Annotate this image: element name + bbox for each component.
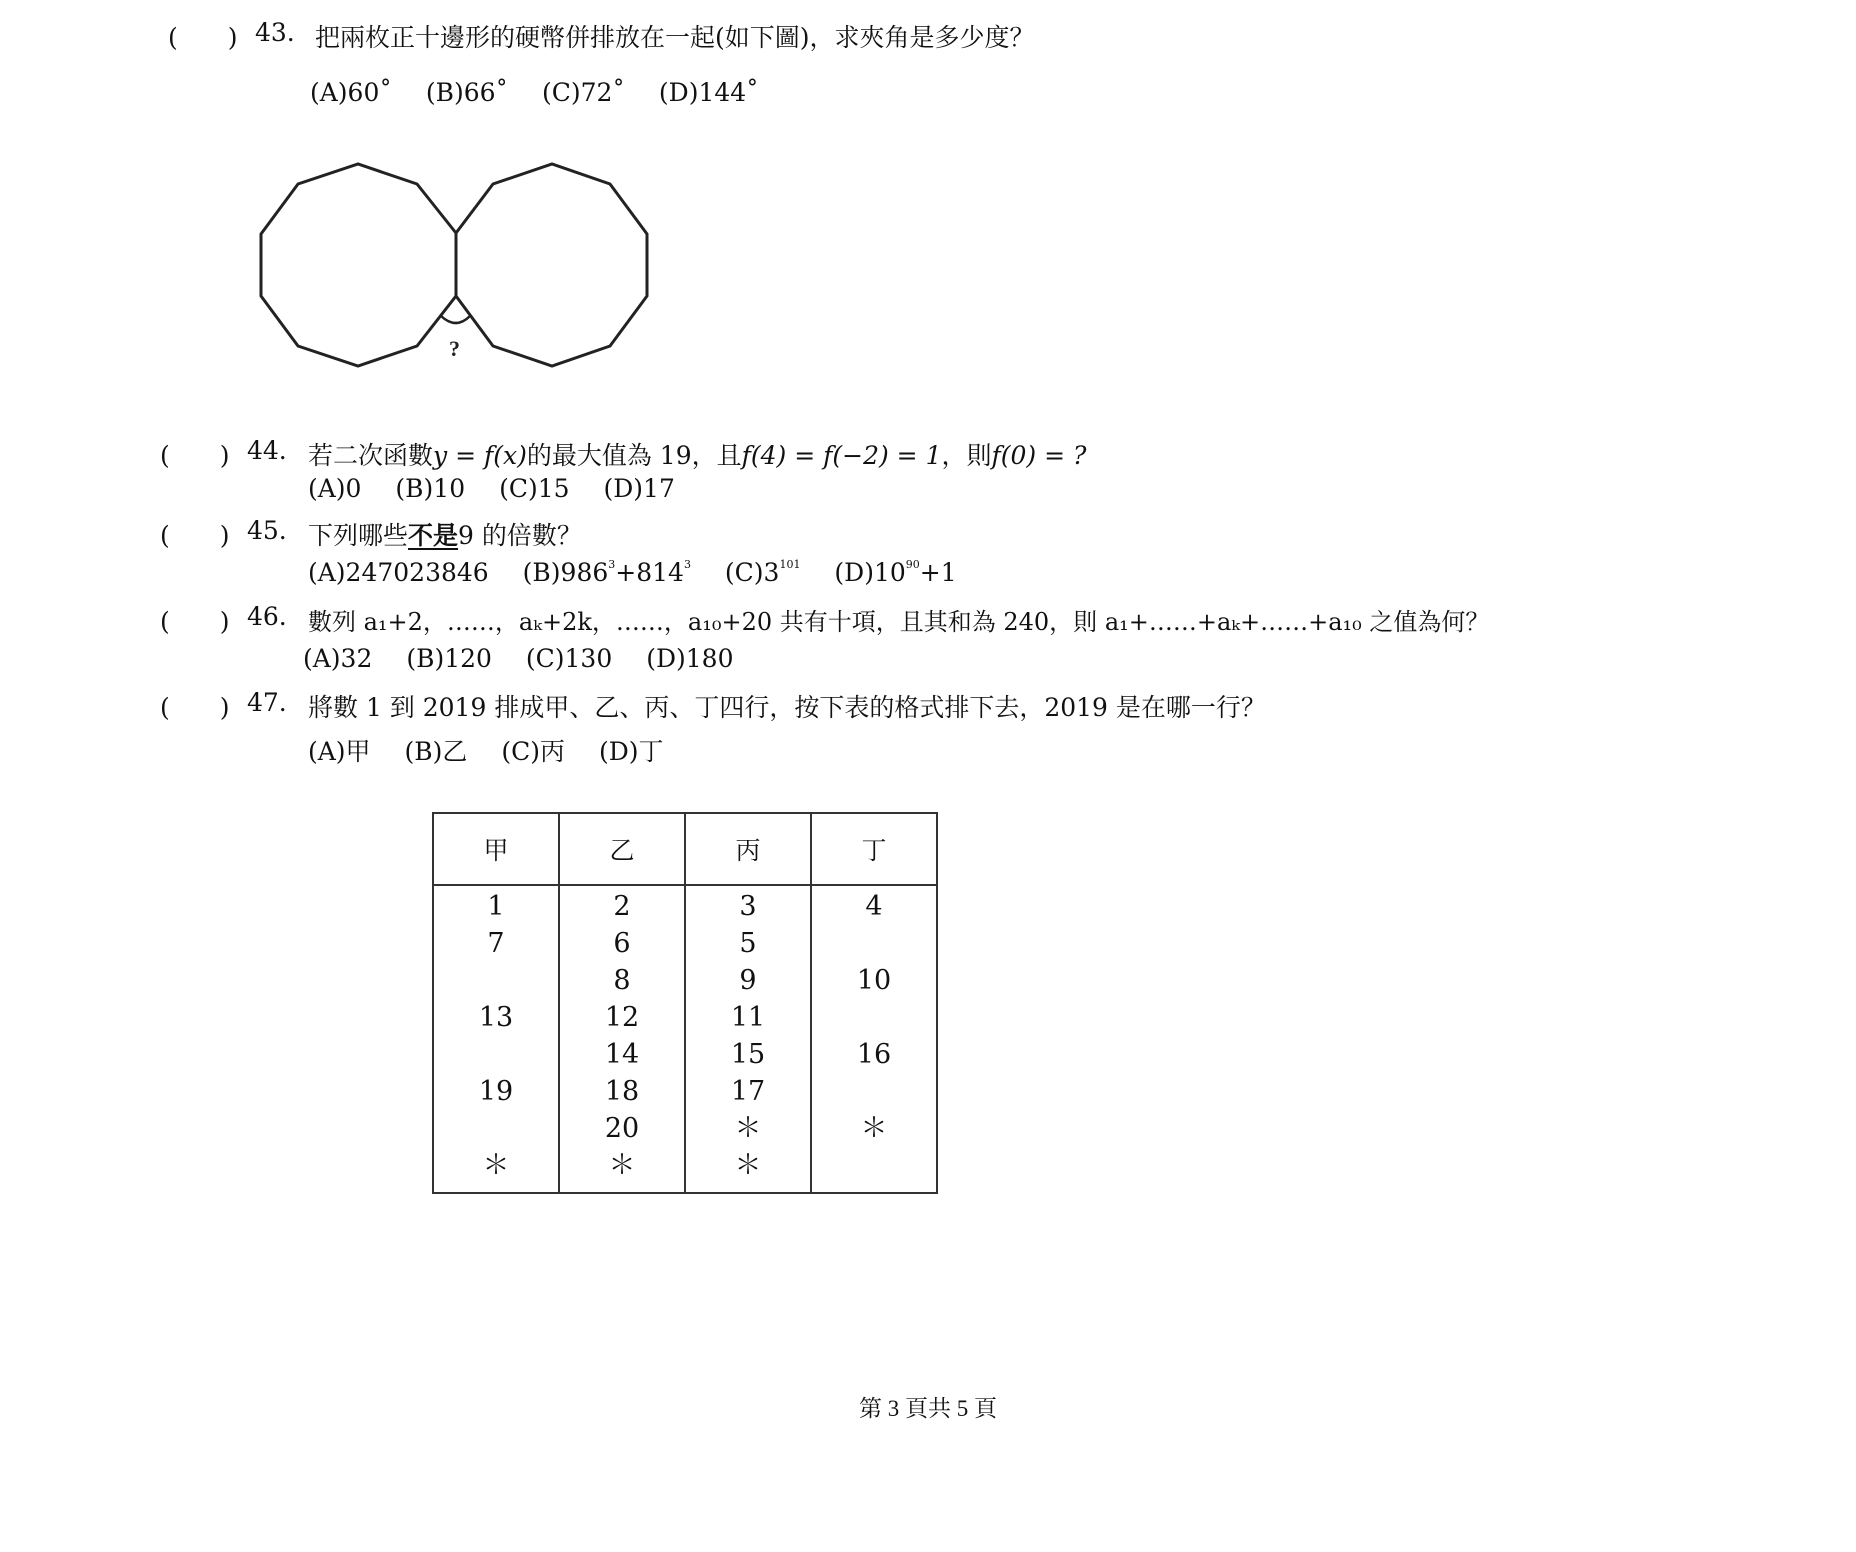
options-45	[308, 558, 983, 587]
option-c-46: (C)130	[525, 644, 613, 673]
option-b-base: (B)986	[522, 558, 609, 587]
table-cell: ＊	[860, 1113, 888, 1144]
table-cell	[434, 1036, 558, 1073]
table-cell: 1	[487, 891, 505, 922]
table-cell: 3	[739, 891, 757, 922]
answer-blank-43[interactable]: ( )	[168, 23, 238, 52]
arrangement-table	[432, 812, 938, 1194]
options-43	[310, 78, 785, 107]
table-cell: 18	[604, 1076, 640, 1107]
table-cell: 17	[730, 1076, 766, 1107]
question-number-46: 46.	[247, 602, 287, 631]
question-number-43: 43.	[255, 18, 295, 47]
table-cell: 10	[856, 965, 892, 996]
table-cell: 8	[613, 965, 631, 996]
table-cell	[812, 925, 936, 962]
option-d-45	[834, 558, 956, 587]
option-c-base: (C)3	[724, 558, 780, 587]
table-cell	[812, 1147, 936, 1184]
table-column-yi	[559, 885, 685, 1193]
table-cell	[812, 1073, 936, 1110]
answer-blank-45[interactable]: ( )	[160, 521, 230, 550]
stem-44-b: 的最大值為 19，且	[526, 441, 742, 470]
table-header-jia: 甲	[433, 813, 559, 885]
table-cell: 15	[730, 1039, 766, 1070]
option-b-45	[523, 558, 691, 587]
question-number-45: 45.	[247, 516, 287, 545]
table-cell: ＊	[482, 1150, 510, 1181]
option-b-43: (B)66˚	[425, 78, 509, 107]
option-d-base: (D)10	[834, 558, 906, 587]
answer-blank-44[interactable]: ( )	[160, 441, 230, 470]
options-47	[308, 732, 690, 768]
option-b-47: (B)乙	[404, 737, 468, 766]
table-cell	[434, 962, 558, 999]
angle-arc	[441, 316, 470, 323]
stem-45-b: 9 的倍數？	[458, 521, 582, 550]
emphasis-not: 不是	[408, 521, 459, 550]
option-c-44: (C)15	[499, 474, 570, 503]
option-b-exponent-2: 3	[683, 558, 691, 571]
question-number-44: 44.	[247, 436, 287, 465]
option-a-44: (A)0	[308, 474, 362, 503]
left-decagon	[261, 164, 456, 366]
option-a-47: (A)甲	[308, 737, 371, 766]
table-cell: 13	[478, 1002, 514, 1033]
table-cell: ＊	[734, 1150, 762, 1181]
question-stem-47: 將數 1 到 2019 排成甲、乙、丙、丁四行，按下表的格式排下去，2019 是在哪一行？	[308, 693, 1266, 722]
option-c-45	[725, 558, 801, 587]
stem-45-a: 下列哪些	[308, 521, 409, 550]
question-stem-44	[308, 436, 1086, 472]
table-cell: 14	[604, 1039, 640, 1070]
table-header-yi: 乙	[559, 813, 685, 885]
answer-blank-47[interactable]: ( )	[160, 693, 230, 722]
option-c-47: (C)丙	[501, 737, 565, 766]
right-decagon	[456, 164, 647, 366]
question-stem-45	[308, 516, 582, 552]
table-cell: ＊	[608, 1150, 636, 1181]
stem-44-c: ，則	[941, 441, 992, 470]
table-cell	[434, 1110, 558, 1147]
table-header-row	[433, 813, 937, 885]
option-c-43: (C)72˚	[541, 78, 625, 107]
question-stem-46: 數列 a₁+2，……，aₖ+2k，……，a₁₀+20 共有十項，且其和為 240，則 a₁+……+aₖ+……+a₁₀ 之值為何？	[308, 608, 1490, 636]
question-stem-43: 把兩枚正十邊形的硬幣併排放在一起(如下圖)，求夾角是多少度？	[315, 23, 1035, 52]
table-cell: 6	[613, 928, 631, 959]
answer-blank-46[interactable]: ( )	[160, 607, 230, 636]
table-header-bing: 丙	[685, 813, 811, 885]
table-cell: 12	[604, 1002, 640, 1033]
table-column-ding	[811, 885, 937, 1193]
stem-44-a: 若二次函數	[308, 441, 434, 470]
option-d-exponent: 90	[905, 558, 920, 571]
table-cell: 16	[856, 1039, 892, 1070]
question-number-47: 47.	[247, 688, 287, 717]
option-b-46: (B)120	[406, 644, 492, 673]
table-body-row	[433, 885, 937, 1193]
table-cell: 9	[739, 965, 757, 996]
table-column-jia	[433, 885, 559, 1193]
option-d-47: (D)丁	[598, 737, 664, 766]
option-a-45: (A)247023846	[308, 558, 489, 587]
table-header-ding: 丁	[811, 813, 937, 885]
two-decagons-figure	[255, 155, 665, 375]
table-cell: ＊	[734, 1113, 762, 1144]
option-c-exponent: 101	[779, 558, 801, 571]
page-footer: 第 3 頁共 5 頁	[859, 1396, 997, 1421]
table-cell: 4	[865, 891, 883, 922]
option-a-43: (A)60˚	[310, 78, 392, 107]
condition-expression: f(4) = f(−2) = 1	[741, 441, 942, 470]
table-cell	[812, 999, 936, 1036]
option-b-mid: +814	[615, 558, 684, 587]
table-cell: 20	[604, 1113, 640, 1144]
option-d-44: (D)17	[603, 474, 675, 503]
table-cell: 7	[487, 928, 505, 959]
option-b-exponent-1: 3	[608, 558, 616, 571]
table-cell: 5	[739, 928, 757, 959]
options-44	[308, 474, 701, 503]
table-cell: 11	[730, 1002, 766, 1033]
table-cell: 19	[478, 1076, 514, 1107]
option-d-43: (D)144˚	[658, 78, 759, 107]
table-cell: 2	[613, 891, 631, 922]
table-column-bing	[685, 885, 811, 1193]
function-expression: y = f(x)	[433, 441, 527, 470]
angle-question-mark: ?	[449, 336, 460, 361]
option-d-46: (D)180	[646, 644, 734, 673]
options-46	[303, 644, 759, 673]
ask-expression: f(0) = ?	[991, 441, 1087, 470]
option-a-46: (A)32	[303, 644, 373, 673]
option-d-tail: +1	[919, 558, 957, 587]
option-b-44: (B)10	[395, 474, 466, 503]
